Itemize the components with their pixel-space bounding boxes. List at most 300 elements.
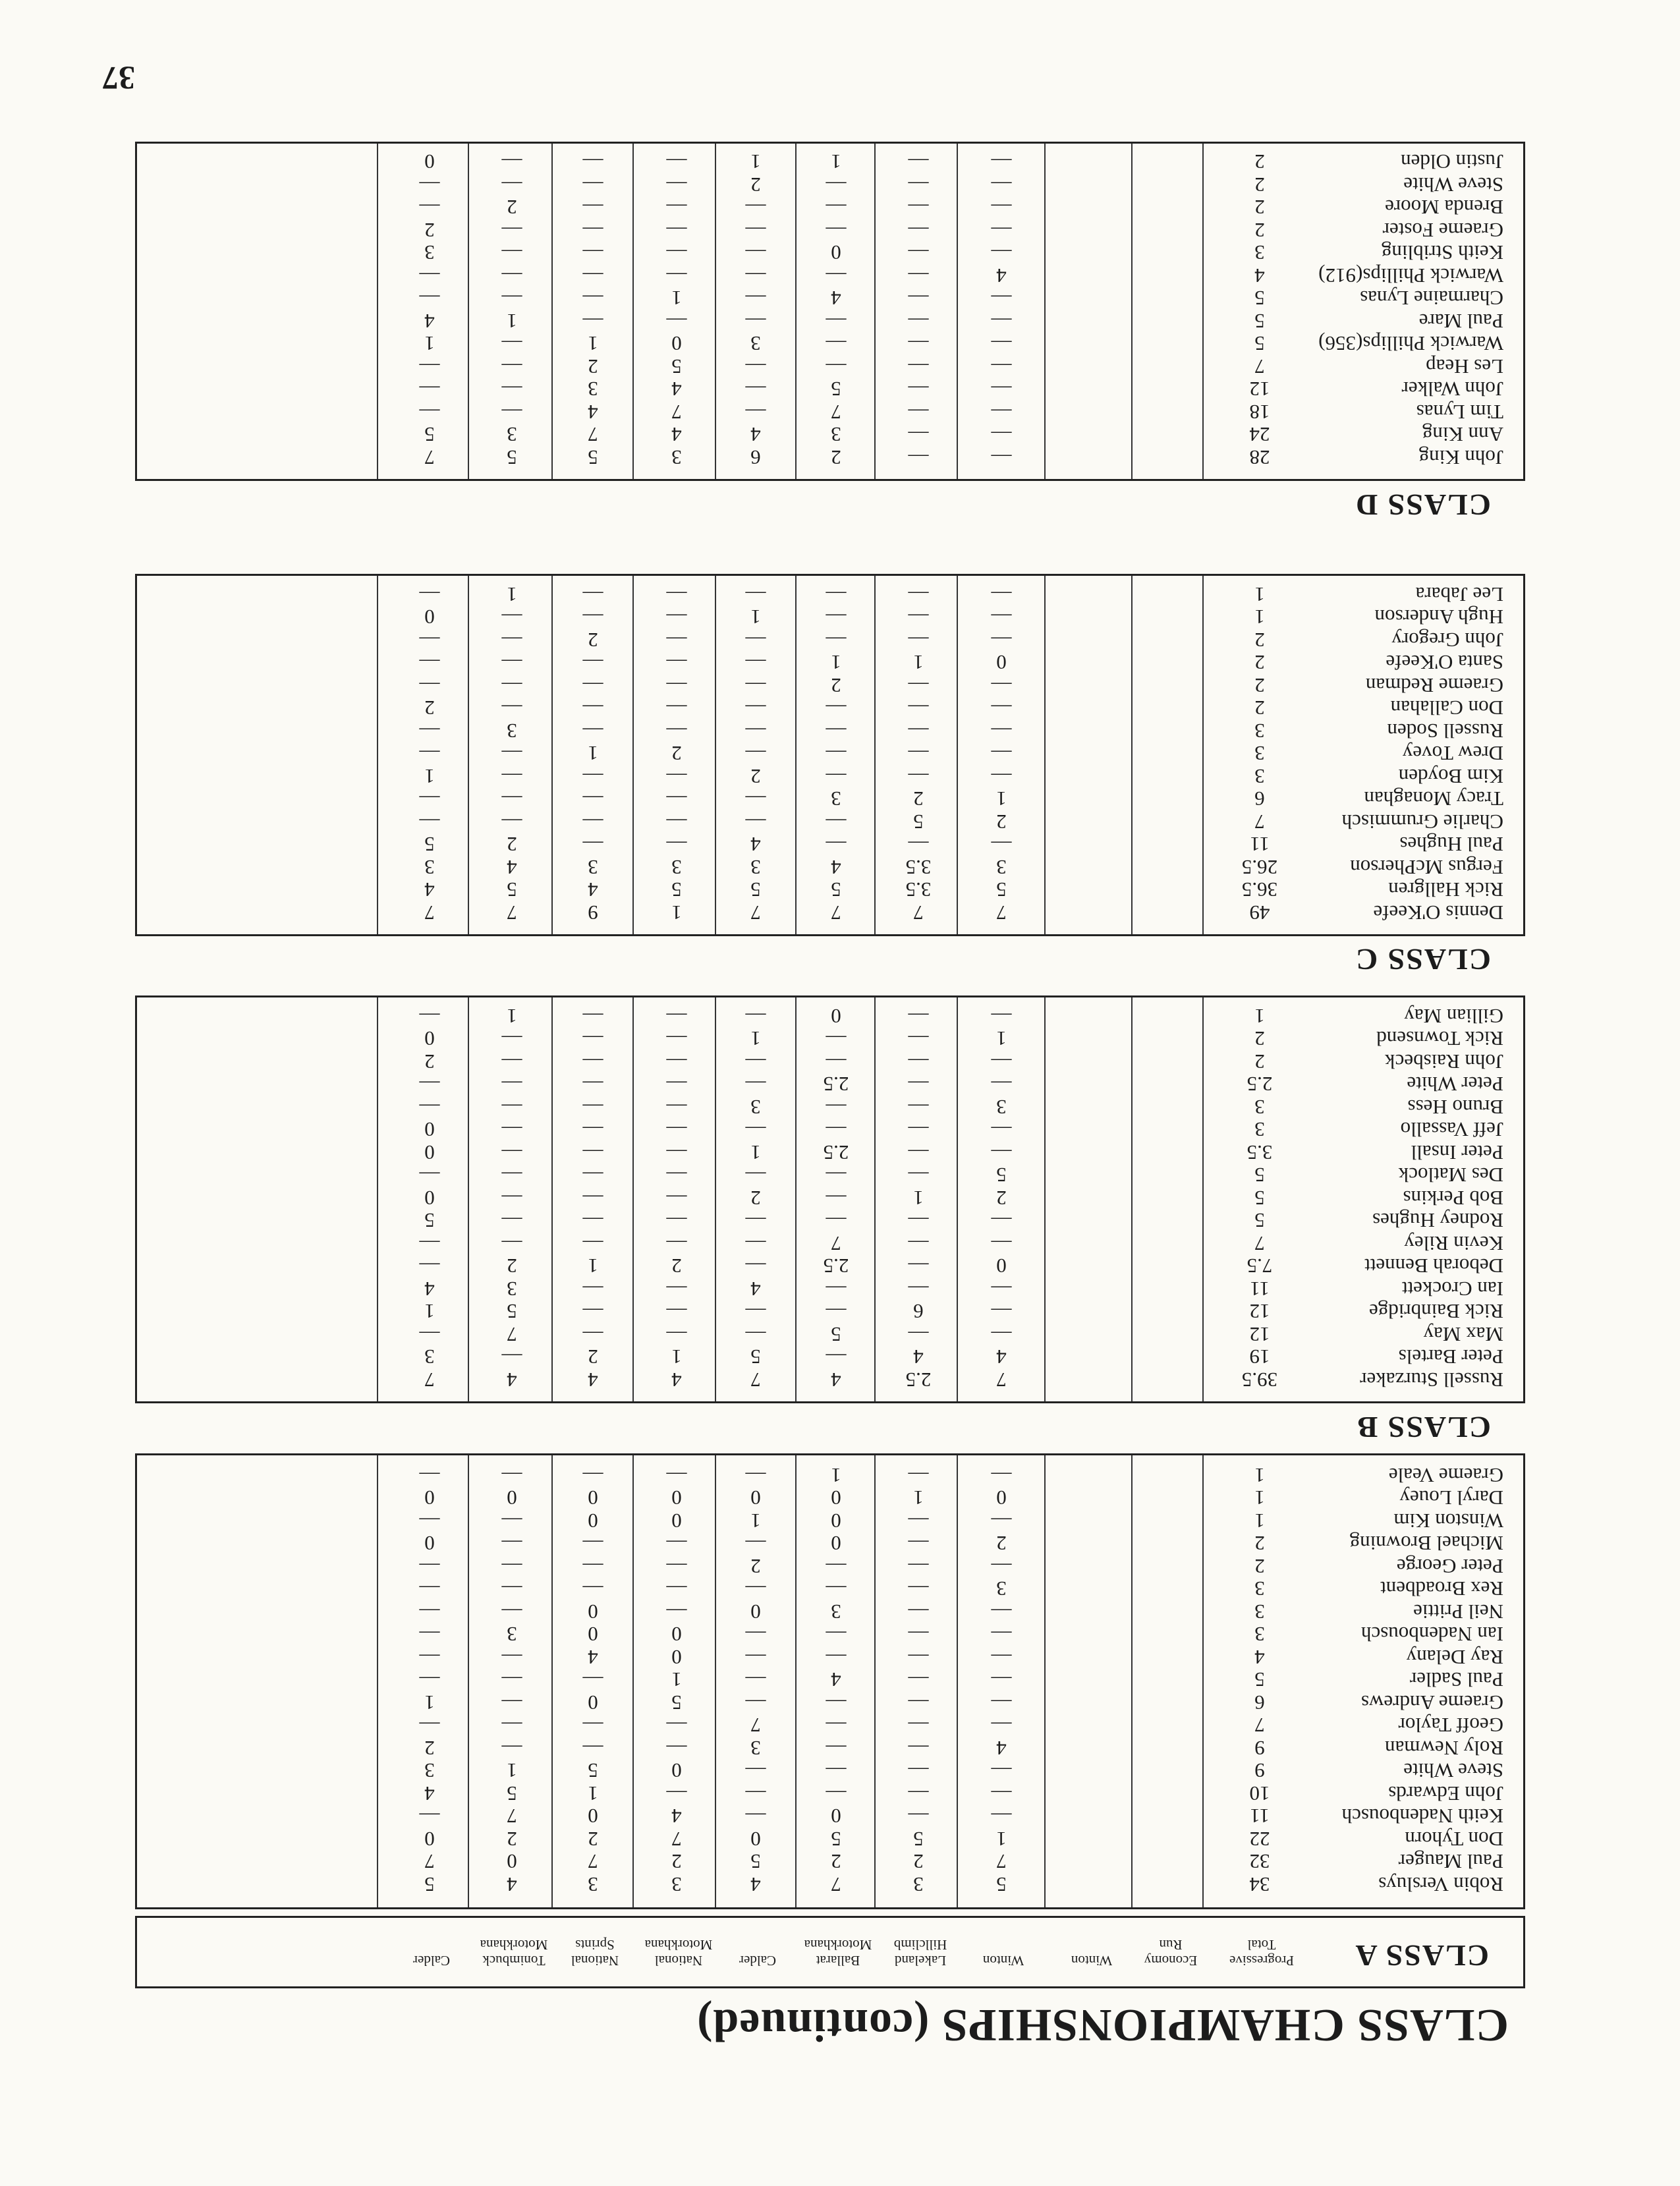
- score-cell: 7: [507, 901, 517, 924]
- score-cell: —: [666, 1005, 687, 1028]
- score-cell: —: [666, 1555, 687, 1578]
- score-cell: —: [745, 629, 766, 652]
- score-cell: 1: [588, 332, 598, 356]
- score-cell: —: [419, 264, 440, 287]
- score-cell: —: [991, 1759, 1012, 1783]
- column-header-line: Winton: [982, 1953, 1024, 1969]
- score-cell: 7: [750, 1368, 761, 1391]
- score-cell: —: [826, 1096, 847, 1119]
- score-cell: 1: [588, 1782, 598, 1805]
- score-cell: —: [826, 765, 847, 788]
- score-cell: 0: [588, 1691, 598, 1714]
- score-cell: 1: [424, 765, 435, 788]
- score-cell: —: [991, 1509, 1012, 1532]
- score-cell: —: [582, 1096, 603, 1119]
- competitor-name: Des Matlock: [1398, 1163, 1503, 1187]
- score-cell: —: [908, 355, 929, 378]
- competitor-name: John Gregory: [1391, 629, 1503, 652]
- score-cell: 2.5: [823, 1073, 849, 1096]
- score-cell: 5: [750, 1850, 761, 1874]
- score-cell: 0: [750, 1828, 761, 1851]
- score-cell: 1: [1254, 605, 1265, 629]
- score-cell: —: [501, 787, 522, 811]
- score-cell: 5: [1254, 287, 1265, 310]
- score-cell: 2: [750, 1555, 761, 1578]
- score-cell: —: [991, 1232, 1012, 1255]
- score-cell: 5: [588, 446, 598, 469]
- table-row: [137, 1487, 1523, 1509]
- score-cell: 28: [1249, 446, 1270, 469]
- score-cell: —: [826, 1691, 847, 1714]
- score-cell: 0: [671, 1759, 682, 1783]
- score-cell: 5: [831, 378, 841, 401]
- score-cell: —: [419, 1005, 440, 1028]
- competitor-name: John Edwards: [1388, 1782, 1503, 1805]
- score-cell: 3: [1254, 1096, 1265, 1119]
- score-cell: —: [991, 674, 1012, 697]
- score-cell: 2: [1254, 150, 1265, 174]
- score-cell: —: [745, 810, 766, 833]
- table-row: [137, 1232, 1523, 1254]
- score-cell: —: [826, 1300, 847, 1324]
- score-cell: —: [745, 651, 766, 675]
- competitor-name: Tim Lynas: [1416, 401, 1503, 424]
- score-cell: 4: [831, 1368, 841, 1391]
- column-header-line: Economy: [1144, 1953, 1198, 1969]
- score-cell: —: [908, 310, 929, 333]
- score-cell: —: [826, 1118, 847, 1142]
- score-cell: —: [826, 1577, 847, 1601]
- score-cell: 7: [831, 1873, 841, 1896]
- score-cell: 3: [1254, 1577, 1265, 1601]
- score-cell: 2: [1254, 1555, 1265, 1578]
- score-cell: —: [501, 742, 522, 766]
- score-cell: —: [908, 150, 929, 174]
- score-cell: 2: [424, 1737, 435, 1760]
- score-cell: —: [991, 423, 1012, 447]
- score-cell: 4: [588, 1646, 598, 1669]
- score-cell: —: [666, 1096, 687, 1119]
- score-cell: 3: [588, 378, 598, 401]
- score-cell: 5: [913, 810, 924, 833]
- score-cell: —: [908, 173, 929, 196]
- score-cell: 3: [507, 423, 517, 447]
- table-row: [137, 1851, 1523, 1873]
- score-cell: —: [582, 1714, 603, 1737]
- score-cell: —: [501, 674, 522, 697]
- competitor-name: Brenda Moore: [1385, 196, 1503, 219]
- score-cell: —: [582, 1209, 603, 1233]
- score-cell: —: [666, 674, 687, 697]
- score-cell: —: [582, 1141, 603, 1164]
- score-cell: 3.5: [1246, 1141, 1273, 1164]
- table-row: [137, 151, 1523, 173]
- score-cell: 1: [996, 1027, 1007, 1051]
- score-cell: 0: [424, 1187, 435, 1210]
- score-cell: —: [908, 1737, 929, 1760]
- score-cell: —: [501, 150, 522, 174]
- score-cell: —: [991, 173, 1012, 196]
- score-cell: —: [582, 719, 603, 743]
- score-cell: 2: [588, 355, 598, 378]
- score-cell: —: [908, 219, 929, 242]
- score-cell: —: [745, 1577, 766, 1601]
- score-cell: 5: [1254, 332, 1265, 356]
- score-cell: 1: [831, 1464, 841, 1487]
- class-label: CLASS B: [1356, 1411, 1491, 1444]
- score-cell: —: [666, 719, 687, 743]
- score-cell: 7: [1254, 355, 1265, 378]
- table-row: [137, 1669, 1523, 1691]
- score-cell: —: [582, 1668, 603, 1692]
- score-cell: —: [826, 1737, 847, 1760]
- competitor-name: Peter George: [1396, 1555, 1503, 1578]
- score-cell: —: [745, 787, 766, 811]
- score-cell: —: [745, 196, 766, 219]
- score-cell: 7: [831, 1232, 841, 1255]
- score-cell: —: [501, 1737, 522, 1760]
- score-cell: —: [991, 1277, 1012, 1301]
- score-cell: 3: [750, 1096, 761, 1119]
- table-row: [137, 355, 1523, 378]
- score-cell: —: [826, 810, 847, 833]
- score-cell: —: [419, 629, 440, 652]
- column-header: [413, 1953, 450, 1969]
- column-header: [739, 1953, 776, 1969]
- score-cell: —: [419, 810, 440, 833]
- score-cell: —: [826, 173, 847, 196]
- table-row: [137, 173, 1523, 196]
- table-row: [137, 219, 1523, 241]
- score-cell: —: [582, 1073, 603, 1096]
- score-cell: 1: [831, 651, 841, 675]
- competitor-name: Peter Bartels: [1398, 1345, 1503, 1369]
- score-cell: 1: [671, 1668, 682, 1692]
- score-cell: —: [501, 1232, 522, 1255]
- score-cell: —: [419, 742, 440, 766]
- table-row: [137, 1805, 1523, 1828]
- score-cell: 6: [1254, 1691, 1265, 1714]
- competitor-name: Peter Insall: [1411, 1141, 1503, 1164]
- score-cell: 7: [831, 401, 841, 424]
- score-cell: 0: [424, 605, 435, 629]
- column-header: [645, 1937, 713, 1969]
- column-header-line: Progressive: [1229, 1953, 1294, 1969]
- score-cell: —: [908, 446, 929, 469]
- table-row: [137, 1714, 1523, 1737]
- score-cell: —: [745, 742, 766, 766]
- score-cell: —: [666, 1163, 687, 1187]
- table-row: [137, 1255, 1523, 1277]
- score-cell: —: [666, 1141, 687, 1164]
- score-cell: —: [908, 1141, 929, 1164]
- competitor-name: Ian Crockett: [1401, 1277, 1503, 1301]
- table-row: [137, 1277, 1523, 1300]
- score-cell: —: [908, 765, 929, 788]
- score-cell: —: [908, 742, 929, 766]
- score-cell: 1: [507, 583, 517, 606]
- score-cell: 0: [750, 1486, 761, 1510]
- score-cell: 2: [1254, 196, 1265, 219]
- table-row: [137, 1691, 1523, 1714]
- column-header-line: Hillclimb: [893, 1937, 947, 1953]
- score-cell: 5: [996, 878, 1007, 902]
- score-cell: —: [501, 173, 522, 196]
- score-cell: 5: [1254, 1163, 1265, 1187]
- score-cell: —: [826, 1623, 847, 1646]
- score-cell: —: [419, 651, 440, 675]
- competitor-name: Rick Townsend: [1376, 1027, 1503, 1051]
- score-cell: —: [991, 401, 1012, 424]
- table-row: [137, 1164, 1523, 1187]
- score-cell: 1: [750, 1141, 761, 1164]
- score-cell: 3: [996, 1096, 1007, 1119]
- score-cell: 5: [1254, 310, 1265, 333]
- score-cell: —: [826, 583, 847, 606]
- competitor-name: Rodney Hughes: [1372, 1209, 1503, 1233]
- score-cell: —: [908, 1096, 929, 1119]
- score-cell: —: [419, 1577, 440, 1601]
- score-cell: 0: [750, 1600, 761, 1623]
- table-row: [137, 1073, 1523, 1096]
- score-cell: —: [826, 719, 847, 743]
- score-cell: —: [826, 332, 847, 356]
- table-row: [137, 1623, 1523, 1646]
- score-cell: —: [582, 810, 603, 833]
- table-row: [137, 833, 1523, 856]
- score-cell: —: [745, 378, 766, 401]
- score-cell: 2.5: [905, 1368, 932, 1391]
- score-cell: 34: [1249, 1873, 1270, 1896]
- score-cell: 1: [831, 150, 841, 174]
- score-cell: —: [908, 1209, 929, 1233]
- score-cell: —: [745, 287, 766, 310]
- score-cell: —: [501, 355, 522, 378]
- score-cell: 4: [424, 1277, 435, 1301]
- score-cell: —: [419, 355, 440, 378]
- score-cell: —: [826, 1714, 847, 1737]
- score-cell: 1: [424, 1691, 435, 1714]
- score-cell: —: [582, 1027, 603, 1051]
- score-cell: 7: [1254, 1714, 1265, 1737]
- table-row: [137, 879, 1523, 901]
- score-cell: —: [419, 719, 440, 743]
- column-header-line: National: [571, 1953, 619, 1969]
- score-cell: —: [501, 241, 522, 265]
- score-cell: —: [908, 629, 929, 652]
- score-cell: —: [745, 719, 766, 743]
- score-cell: —: [666, 1027, 687, 1051]
- score-cell: —: [745, 1300, 766, 1324]
- score-cell: —: [826, 1345, 847, 1369]
- score-cell: —: [745, 696, 766, 720]
- score-cell: 2: [1254, 1050, 1265, 1073]
- score-cell: 7: [671, 401, 682, 424]
- score-cell: 36.5: [1241, 878, 1278, 902]
- score-cell: 7: [588, 423, 598, 447]
- score-cell: —: [582, 1277, 603, 1301]
- score-cell: 12: [1249, 378, 1270, 401]
- column-header-line: Sprints: [575, 1937, 615, 1953]
- score-cell: 2: [424, 219, 435, 242]
- score-cell: —: [826, 1027, 847, 1051]
- score-cell: 1: [750, 150, 761, 174]
- competitor-name: Kim Boyden: [1398, 765, 1503, 788]
- score-cell: 3: [1254, 1623, 1265, 1646]
- score-cell: —: [908, 378, 929, 401]
- score-cell: 6: [750, 446, 761, 469]
- page-title: CLASS CHAMPIONSHIPS (continued): [696, 2000, 1509, 2050]
- table-row: [137, 446, 1523, 468]
- score-cell: —: [745, 1691, 766, 1714]
- score-cell: 2.5: [823, 1254, 849, 1278]
- score-cell: —: [908, 1005, 929, 1028]
- score-cell: 4: [671, 378, 682, 401]
- competitor-name: Warwick Phillips(912): [1318, 264, 1503, 287]
- competitor-name: Winston Kim: [1393, 1509, 1503, 1532]
- score-cell: —: [666, 1050, 687, 1073]
- class-label: CLASS D: [1354, 488, 1491, 522]
- score-cell: —: [908, 605, 929, 629]
- score-cell: 4: [424, 310, 435, 333]
- score-cell: —: [582, 1005, 603, 1028]
- score-cell: 7: [424, 446, 435, 469]
- score-cell: —: [582, 1555, 603, 1578]
- score-cell: 3: [831, 1600, 841, 1623]
- score-cell: —: [826, 742, 847, 766]
- score-cell: 2: [996, 1532, 1007, 1555]
- competitor-name: Robin Versluys: [1378, 1873, 1503, 1896]
- score-cell: 0: [588, 1600, 598, 1623]
- score-cell: 4: [588, 1368, 598, 1391]
- score-cell: 0: [424, 1532, 435, 1555]
- score-cell: 4: [831, 856, 841, 879]
- competitor-name: Don Callahan: [1390, 696, 1503, 720]
- page-number: 37: [102, 60, 135, 97]
- score-cell: 6: [1254, 787, 1265, 811]
- score-cell: 7: [913, 901, 924, 924]
- competitor-name: Graeme Veale: [1388, 1464, 1503, 1487]
- class-table: [135, 996, 1525, 1404]
- table-row: [137, 652, 1523, 674]
- score-cell: —: [582, 651, 603, 675]
- score-cell: 5: [1254, 1209, 1265, 1233]
- table-row: [137, 1578, 1523, 1600]
- score-cell: 3: [507, 1623, 517, 1646]
- competitor-name: Rick Hallgren: [1388, 878, 1503, 902]
- score-cell: —: [666, 583, 687, 606]
- score-cell: —: [908, 1118, 929, 1142]
- score-cell: 2: [1254, 1027, 1265, 1051]
- score-cell: 5: [424, 833, 435, 856]
- score-cell: —: [582, 765, 603, 788]
- score-cell: 4: [750, 1277, 761, 1301]
- table-row: [137, 1346, 1523, 1368]
- score-cell: —: [991, 1073, 1012, 1096]
- table-row: [137, 1464, 1523, 1486]
- score-cell: —: [908, 719, 929, 743]
- score-cell: 5: [1254, 1187, 1265, 1210]
- score-cell: 0: [996, 651, 1007, 675]
- score-cell: 1: [671, 901, 682, 924]
- score-cell: 4: [588, 878, 598, 902]
- score-cell: 0: [424, 150, 435, 174]
- class-table: [135, 1454, 1525, 1910]
- table-row: [137, 719, 1523, 742]
- score-cell: —: [908, 196, 929, 219]
- score-cell: 12: [1249, 1300, 1270, 1324]
- score-cell: —: [501, 810, 522, 833]
- table-row: [137, 1737, 1523, 1759]
- score-cell: —: [991, 1118, 1012, 1142]
- score-cell: 0: [588, 1805, 598, 1828]
- score-cell: —: [501, 1600, 522, 1623]
- score-cell: 4: [507, 1368, 517, 1391]
- score-cell: —: [419, 287, 440, 310]
- score-cell: —: [991, 1209, 1012, 1233]
- table-row: [137, 1368, 1523, 1391]
- score-cell: 5: [671, 1691, 682, 1714]
- table-row: [137, 1119, 1523, 1141]
- score-cell: —: [908, 1759, 929, 1783]
- score-cell: —: [419, 583, 440, 606]
- score-cell: 3: [507, 719, 517, 743]
- score-cell: 2: [588, 629, 598, 652]
- score-cell: —: [826, 1782, 847, 1805]
- competitor-name: Michael Browning: [1349, 1532, 1503, 1555]
- score-cell: —: [991, 1050, 1012, 1073]
- score-cell: 11: [1250, 833, 1270, 856]
- table-row: [137, 674, 1523, 696]
- table-row: [137, 788, 1523, 810]
- score-cell: 5: [507, 1300, 517, 1324]
- table-row: [137, 606, 1523, 629]
- score-cell: 3: [1254, 241, 1265, 265]
- score-cell: 4: [750, 1873, 761, 1896]
- score-cell: —: [826, 310, 847, 333]
- score-cell: —: [582, 787, 603, 811]
- score-cell: —: [666, 605, 687, 629]
- score-cell: 2: [1254, 629, 1265, 652]
- score-cell: 2: [750, 173, 761, 196]
- competitor-name: Bob Perkins: [1403, 1187, 1503, 1210]
- score-cell: —: [991, 583, 1012, 606]
- score-cell: —: [745, 1805, 766, 1828]
- score-cell: —: [582, 264, 603, 287]
- competitor-name: Tracy Monaghan: [1364, 787, 1503, 811]
- score-cell: 0: [831, 241, 841, 265]
- competitor-name: Neil Prittie: [1413, 1600, 1503, 1623]
- score-cell: —: [666, 219, 687, 242]
- score-cell: —: [419, 674, 440, 697]
- competitor-name: Russell Soden: [1387, 719, 1503, 743]
- score-cell: —: [666, 810, 687, 833]
- score-cell: —: [419, 1646, 440, 1669]
- competitor-name: Paul Sadler: [1409, 1668, 1503, 1692]
- score-cell: 3: [831, 787, 841, 811]
- score-cell: 7: [424, 1850, 435, 1874]
- score-cell: —: [666, 833, 687, 856]
- score-cell: —: [666, 310, 687, 333]
- score-cell: —: [666, 629, 687, 652]
- competitor-name: Ian Nadenbousch: [1360, 1623, 1503, 1646]
- score-cell: —: [908, 1782, 929, 1805]
- score-cell: —: [501, 1464, 522, 1487]
- score-cell: 3: [1254, 719, 1265, 743]
- score-cell: 5: [424, 423, 435, 447]
- score-cell: 2: [671, 1254, 682, 1278]
- score-cell: —: [419, 1464, 440, 1487]
